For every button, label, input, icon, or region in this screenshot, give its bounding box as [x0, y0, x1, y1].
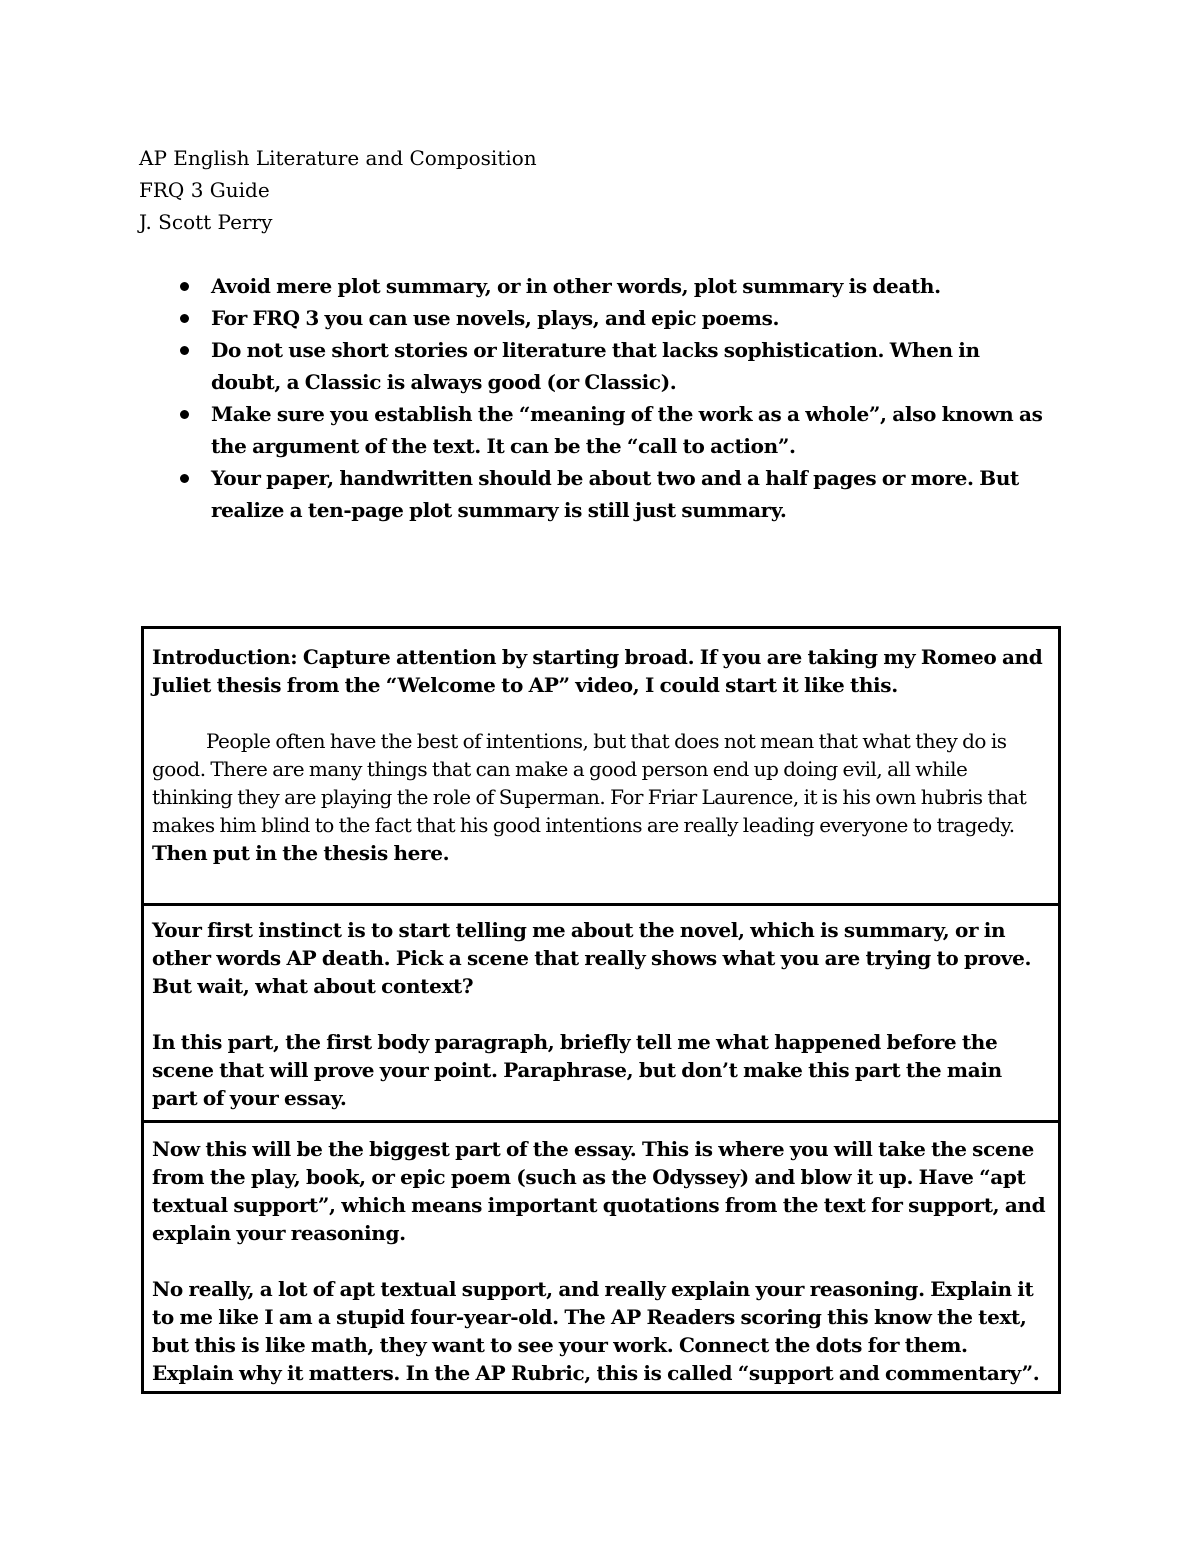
body-paragraph-1: Now this will be the biggest part of the essay. This is where you will take the scene from the play, book, or epic poem (such as the Odyssey) and blow it up. Have “apt textual support”, which means important quotations from the text for support, and explain your reasoning. [152, 1137, 1046, 1245]
list-item [174, 398, 1054, 462]
introduction-box [144, 629, 1058, 903]
list-item-text: Your paper, handwritten should be about two and a half pages or more. But realize a ten-page plot summary is still just summary. [211, 466, 1019, 522]
author-name: J. Scott Perry [139, 210, 273, 234]
list-item [174, 334, 1054, 398]
bullet-icon [180, 346, 189, 355]
paragraph-gap [152, 1247, 1050, 1275]
list-item-text: Do not use short stories or literature that lacks sophistication. When in doubt, a Classic is always good (or Classic). [211, 338, 980, 394]
bullet-icon [180, 314, 189, 323]
bullet-icon [180, 474, 189, 483]
list-item [174, 462, 1054, 526]
paragraph-gap [152, 699, 1050, 727]
list-item [174, 302, 1054, 334]
course-title: AP English Literature and Composition [139, 146, 537, 170]
list-item-text: Make sure you establish the “meaning of the work as a whole”, also known as the argument of the text. It can be the “call to action”. [211, 402, 1043, 458]
essay-structure-table [141, 626, 1061, 1394]
context-paragraph-1: Your first instinct is to start telling me about the novel, which is summary, or in other words AP death. Pick a scene that really shows what you are trying to prove. But wait, what about context? [152, 918, 1032, 998]
guidelines-list [174, 270, 1054, 526]
guide-title: FRQ 3 Guide [139, 178, 270, 202]
body-box [144, 1120, 1058, 1391]
paragraph-gap [152, 1000, 1050, 1028]
list-item [174, 270, 1054, 302]
bullet-icon [180, 410, 189, 419]
context-paragraph-2: In this part, the first body paragraph, briefly tell me what happened before the scene that will prove your point. Paraphrase, but don’t make this part the main part of your essay. [152, 1030, 1002, 1110]
example-text: People often have the best of intentions, but that does not mean that what they do is good. There are many things that can make a good person end up doing evil, all while thinking they are playing the role of Superman. For Friar Laurence, it is his own hubris that makes him blind to the fact that his good intentions are really leading everyone to tragedy. [152, 729, 1027, 837]
list-item-text: Avoid mere plot summary, or in other words, plot summary is death. [211, 274, 941, 298]
body-paragraph-2: No really, a lot of apt textual support, and really explain your reasoning. Explain it to me like I am a stupid four-year-old. The AP Readers scoring this know the text, but this is like math, they want to see your work. Connect the dots for them. Explain why it matters. In the AP Rubric, this is called “support and commentary”. [152, 1277, 1040, 1385]
list-item-text: For FRQ 3 you can use novels, plays, and epic poems. [211, 306, 780, 330]
introduction-example [152, 727, 1050, 867]
bullet-icon [180, 282, 189, 291]
context-box [144, 903, 1058, 1120]
introduction-heading: Introduction: Capture attention by starting broad. If you are taking my Romeo and Juliet thesis from the “Welcome to AP” video, I could start it like this. [152, 645, 1043, 697]
document-header [139, 142, 1039, 238]
thesis-note: Then put in the thesis here. [152, 841, 450, 865]
